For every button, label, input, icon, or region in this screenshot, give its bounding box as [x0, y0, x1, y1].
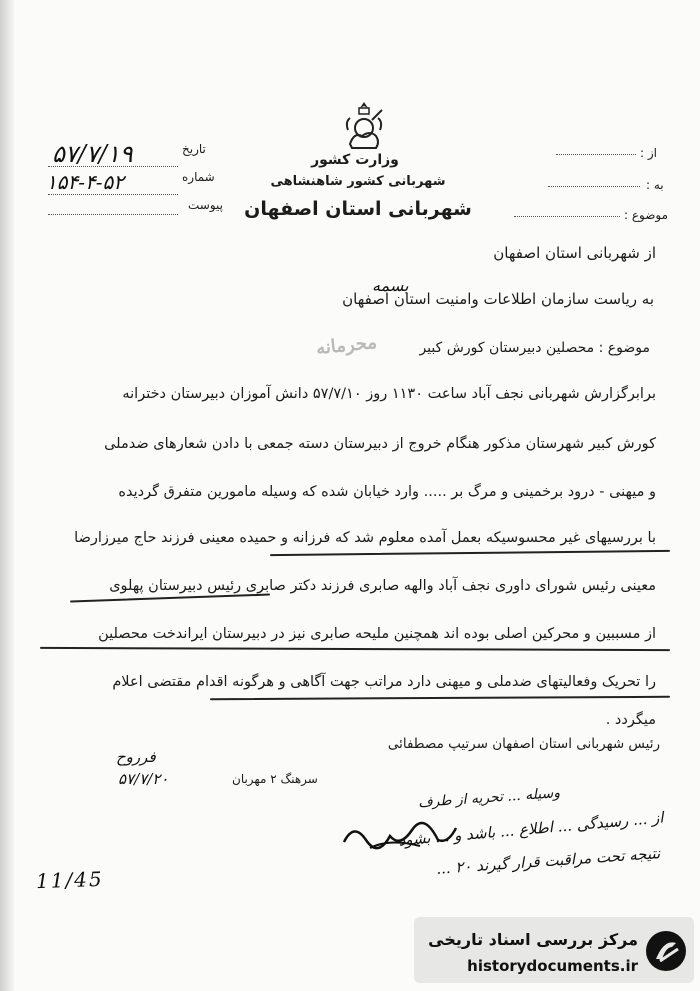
from-dotted-line: [556, 154, 636, 155]
signature-scribble-icon: [340, 818, 460, 854]
signature-title: رئیس شهربانی استان اصفهان سرتیپ مصطفائی: [387, 736, 660, 752]
letter-from: از شهربانی استان اصفهان: [493, 244, 656, 262]
body-line: برابرگزارش شهربانی نجف آباد ساعت ۱۱۳۰ روز ۵۷/۷/۱۰ دانش آموزان دبیرستان دخترانه: [122, 386, 656, 402]
to-field-label: به :: [646, 178, 664, 192]
number-label: شماره: [182, 170, 215, 184]
subject-dotted-line: [514, 216, 620, 217]
archive-logo-icon: [644, 929, 688, 973]
to-dotted-line: [548, 186, 640, 187]
letter-subject: موضوع : محصلین دبیرستان کورش کبیر: [419, 340, 650, 356]
body-line: با بررسیهای غیر محسوسیکه بعمل آمده معلوم شد که فرزانه و حمیده معینی فرزند حاج میرزارضا: [74, 530, 656, 546]
attachment-dotted-line: [48, 214, 178, 215]
ministry-heading: وزارت کشور: [311, 152, 399, 168]
body-line: و میهنی - درود برخمینی و مرگ بر ..... وارد خیابان شده که وسیله مامورین متفرق گردیده: [118, 484, 656, 500]
handwritten-annotation: از ... رسیدگی ... اطلاع ... باشد و ... بشود: [397, 808, 665, 850]
pen-underline: [210, 696, 670, 700]
handwritten-date: ۵۷/۷/۲۰: [118, 770, 169, 788]
province-police-heading: شهربانی استان اصفهان: [244, 198, 472, 220]
pen-underline: [70, 594, 270, 603]
number-value: ۱۵۴-۴-۵۲: [46, 170, 124, 194]
signature-rank: سرهنگ ۲ مهربان: [232, 772, 318, 786]
pen-underline: [270, 550, 670, 556]
handwritten-note: بسمه: [372, 276, 409, 295]
confidential-stamp: محرمانه: [315, 331, 378, 360]
handwritten-annotation: نتیجه تحت مراقبت قرار گیرند ۲۰ ...: [435, 844, 661, 878]
page-edge-shadow: [0, 0, 14, 991]
pen-underline: [40, 647, 670, 651]
date-label: تاریخ: [182, 142, 206, 156]
handwritten-file-number: 11/45: [35, 866, 105, 894]
handwritten-initials: فرروح: [116, 748, 156, 766]
body-line: معینی رئیس شورای داوری نجف آباد والهه صابری فرزند دکتر صابری رئیس دبیرستان پهلوی: [109, 578, 656, 594]
from-field-label: از :: [640, 146, 657, 160]
number-dotted-line: [48, 194, 178, 195]
lion-and-sun-emblem: [342, 100, 386, 154]
police-heading: شهربانی کشور شاهنشاهی: [270, 174, 446, 189]
handwritten-annotation: وسیله ... تحریه از طرف: [417, 785, 561, 811]
watermark-url: historydocuments.ir: [467, 957, 638, 975]
subject-field-label: موضوع :: [624, 208, 669, 222]
letter-to: به ریاست سازمان اطلاعات وامنیت استان اصفهان: [342, 290, 654, 308]
body-line: میگردد .: [605, 712, 656, 728]
body-line: را تحریک وفعالیتهای ضدملی و میهنی دارد مراتب جهت آگاهی و هرگونه اقدام مقتضی اعلام: [112, 674, 656, 690]
watermark-title: مرکز بررسی اسناد تاریخی: [428, 930, 638, 949]
attachment-label: پیوست: [188, 198, 223, 212]
date-value: ۵۷/۷/۱۹: [52, 140, 133, 168]
body-line: کورش کبیر شهرستان مذکور هنگام خروج از دبیرستان دسته جمعی با دادن شعارهای ضدملی: [104, 436, 656, 452]
body-line: از مسببین و محرکین اصلی بوده اند همچنین ملیحه صابری نیز در دبیرستان ایراندخت محصلین: [98, 626, 656, 642]
